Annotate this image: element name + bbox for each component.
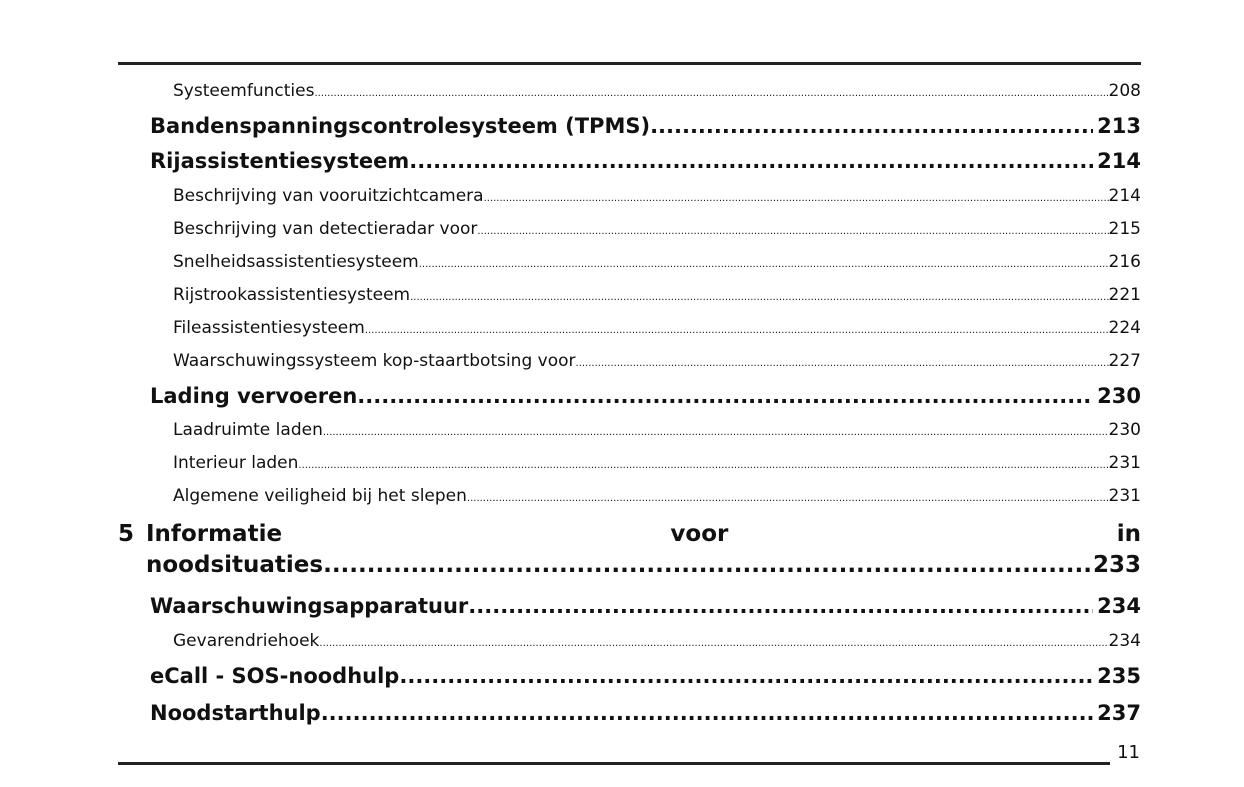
toc-entry[interactable] <box>173 79 1141 106</box>
toc-entry-label: Gevarendriehoek <box>173 631 320 651</box>
toc-entry-page: 221 <box>1108 285 1141 305</box>
bottom-rule <box>118 762 1110 765</box>
toc-entry-label: Fileassistentiesysteem <box>173 318 365 338</box>
leader-dots <box>323 421 1109 445</box>
toc-section-page: 234 <box>1097 594 1141 618</box>
toc-section-entry[interactable] <box>150 699 1141 727</box>
toc-entry[interactable] <box>173 629 1141 656</box>
toc-section-entry[interactable] <box>150 112 1141 140</box>
toc-section-label: Rijassistentiesysteem <box>150 149 410 173</box>
leader-dots <box>409 147 1093 175</box>
toc-section-label: Waarschuwingsapparatuur <box>150 594 469 618</box>
toc-entry[interactable] <box>173 316 1141 343</box>
toc-entry-page: 230 <box>1108 420 1141 440</box>
toc-entry-label: Algemene veiligheid bij het slepen <box>173 486 467 506</box>
toc-entry-page: 215 <box>1108 219 1141 239</box>
leader-dots <box>410 286 1108 310</box>
chapter-title-word: Informatie <box>146 521 283 547</box>
toc-entry[interactable] <box>173 451 1141 478</box>
toc-entry-page: 214 <box>1108 186 1141 206</box>
toc-section-page: 214 <box>1097 149 1141 173</box>
toc-entry[interactable] <box>173 484 1141 511</box>
toc-entry-page: 231 <box>1108 453 1141 473</box>
leader-dots <box>477 220 1108 244</box>
toc-entry-label: Laadruimte laden <box>173 420 323 440</box>
chapter-title-continuation: noodsituaties <box>146 552 324 578</box>
toc-entry-page: 227 <box>1108 351 1141 371</box>
toc-entry-page: 234 <box>1108 631 1141 651</box>
toc-section-label: Bandenspanningscontrolesysteem (TPMS) <box>150 114 651 138</box>
toc-entry-page: 216 <box>1108 252 1141 272</box>
leader-dots <box>399 662 1093 690</box>
chapter-title-word: voor <box>670 521 729 547</box>
toc-section-label: Lading vervoeren <box>150 384 358 408</box>
toc-section-entry[interactable] <box>150 147 1141 175</box>
toc-entry-label: Waarschuwingssysteem kop-staartbotsing voor <box>173 351 576 371</box>
leader-dots <box>468 592 1093 620</box>
toc-section-page: 235 <box>1097 664 1141 688</box>
leader-dots <box>357 382 1093 410</box>
toc-section-page: 213 <box>1097 114 1141 138</box>
toc-section-label: Noodstarthulp <box>150 701 321 725</box>
leader-dots <box>484 187 1109 211</box>
leader-dots <box>650 112 1093 140</box>
leader-dots <box>467 487 1109 511</box>
chapter-title-word: in <box>1116 521 1141 547</box>
toc-entry-page: 231 <box>1108 486 1141 506</box>
chapter-page: 233 <box>1092 552 1141 578</box>
toc-chapter-entry[interactable] <box>118 519 1141 581</box>
toc-entry-page: 224 <box>1108 318 1141 338</box>
toc-section-label: eCall - SOS-noodhulp <box>150 664 400 688</box>
leader-dots <box>321 699 1093 727</box>
leader-dots <box>419 253 1109 277</box>
toc-entry[interactable] <box>173 217 1141 244</box>
toc-section-entry[interactable] <box>150 592 1141 620</box>
toc-entry[interactable] <box>173 418 1141 445</box>
toc-entry-label: Rijstrookassistentiesysteem <box>173 285 411 305</box>
toc-entry[interactable] <box>173 349 1141 376</box>
leader-dots <box>323 550 1093 581</box>
toc-entry[interactable] <box>173 250 1141 277</box>
page-number: 11 <box>1117 742 1140 763</box>
leader-dots <box>365 319 1109 343</box>
chapter-number: 5 <box>118 521 135 547</box>
toc-entry-label: Beschrijving van detectieradar voor <box>173 219 478 239</box>
toc-section-page: 230 <box>1097 384 1141 408</box>
toc-entry-label: Beschrijving van vooruitzichtcamera <box>173 186 484 206</box>
toc-section-entry[interactable] <box>150 382 1141 410</box>
leader-dots <box>576 352 1109 376</box>
leader-dots <box>319 632 1108 656</box>
leader-dots <box>298 454 1108 478</box>
toc-entry[interactable] <box>173 283 1141 310</box>
toc-entry-label: Systeemfuncties <box>173 81 315 101</box>
toc-entry-label: Interieur laden <box>173 453 299 473</box>
toc-section-page: 237 <box>1097 701 1141 725</box>
toc-section-entry[interactable] <box>150 662 1141 690</box>
leader-dots <box>314 82 1108 106</box>
toc-entry-page: 208 <box>1108 81 1141 101</box>
toc-entry[interactable] <box>173 184 1141 211</box>
toc-entry-label: Snelheidsassistentiesysteem <box>173 252 419 272</box>
